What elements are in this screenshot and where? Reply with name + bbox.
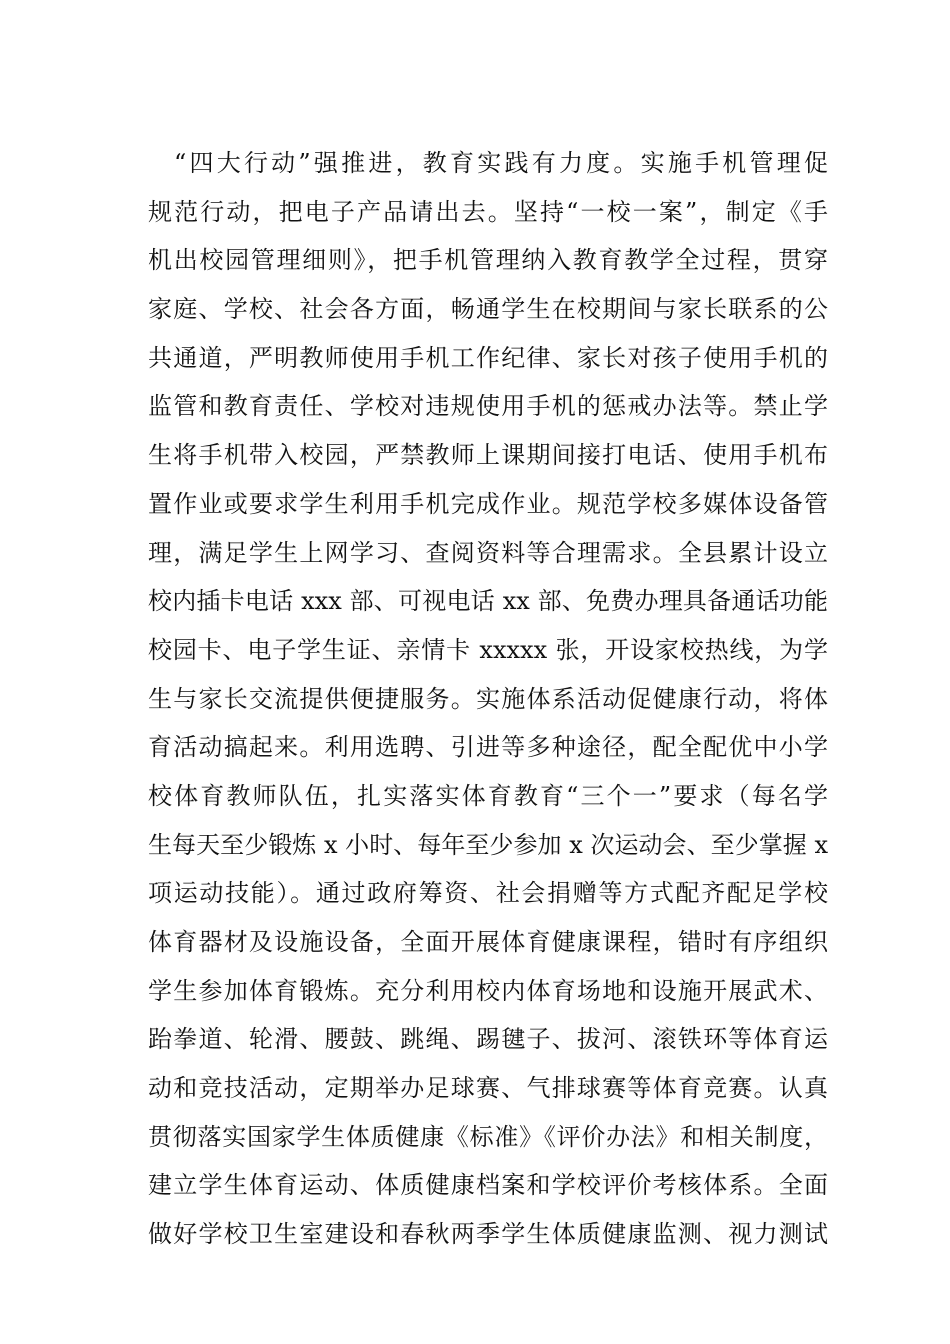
paragraph-line: 校内插卡电话 xxx 部、可视电话 xx 部、免费办理具备通话功能 (148, 587, 828, 616)
paragraph-line: 做好学校卫生室建设和春秋两季学生体质健康监测、视力测试 (148, 1220, 828, 1249)
paragraph-line: 监管和教育责任、学校对违规使用手机的惩戒办法等。禁止学 (148, 392, 828, 421)
paragraph-line: 动和竞技活动，定期举办足球赛、气排球赛等体育竞赛。认真 (148, 1074, 828, 1103)
paragraph-line: 置作业或要求学生利用手机完成作业。规范学校多媒体设备管 (148, 489, 828, 518)
paragraph-line: 跆拳道、轮滑、腰鼓、跳绳、踢毽子、拔河、滚铁环等体育运 (148, 1025, 828, 1054)
paragraph-line: 共通道，严明教师使用手机工作纪律、家长对孩子使用手机的 (148, 343, 828, 372)
paragraph-line: 机出校园管理细则》，把手机管理纳入教育教学全过程，贯穿 (148, 246, 828, 275)
paragraph-line: 规范行动，把电子产品请出去。坚持“一校一案”，制定《手 (148, 197, 828, 226)
paragraph-line: 育活动搞起来。利用选聘、引进等多种途径，配全配优中小学 (148, 733, 828, 762)
paragraph-line: 学生参加体育锻炼。充分利用校内体育场地和设施开展武术、 (148, 976, 828, 1005)
paragraph-line: 校体育教师队伍，扎实落实体育教育“三个一”要求（每名学 (148, 781, 828, 810)
paragraph-line: 生每天至少锻炼 x 小时、每年至少参加 x 次运动会、至少掌握 x (148, 830, 828, 859)
paragraph-line: 贯彻落实国家学生体质健康《标准》《评价办法》和相关制度， (148, 1122, 828, 1151)
paragraph-line: “四大行动”强推进，教育实践有力度。实施手机管理促 (174, 149, 828, 177)
paragraph-line: 理，满足学生上网学习、查阅资料等合理需求。全县累计设立 (148, 538, 828, 567)
paragraph-line: 生与家长交流提供便捷服务。实施体系活动促健康行动，将体 (148, 684, 828, 713)
paragraph-line: 家庭、学校、社会各方面，畅通学生在校期间与家长联系的公 (148, 295, 828, 324)
paragraph-line: 体育器材及设施设备，全面开展体育健康课程，错时有序组织 (148, 928, 828, 956)
paragraph-line: 项运动技能）。通过政府筹资、社会捐赠等方式配齐配足学校 (148, 879, 828, 908)
body-paragraph (148, 139, 828, 1259)
paragraph-line: 建立学生体育运动、体质健康档案和学校评价考核体系。全面 (148, 1171, 828, 1200)
paragraph-line: 校园卡、电子学生证、亲情卡 xxxxx 张，开设家校热线，为学 (148, 635, 828, 664)
paragraph-line: 生将手机带入校园，严禁教师上课期间接打电话、使用手机布 (148, 441, 828, 470)
